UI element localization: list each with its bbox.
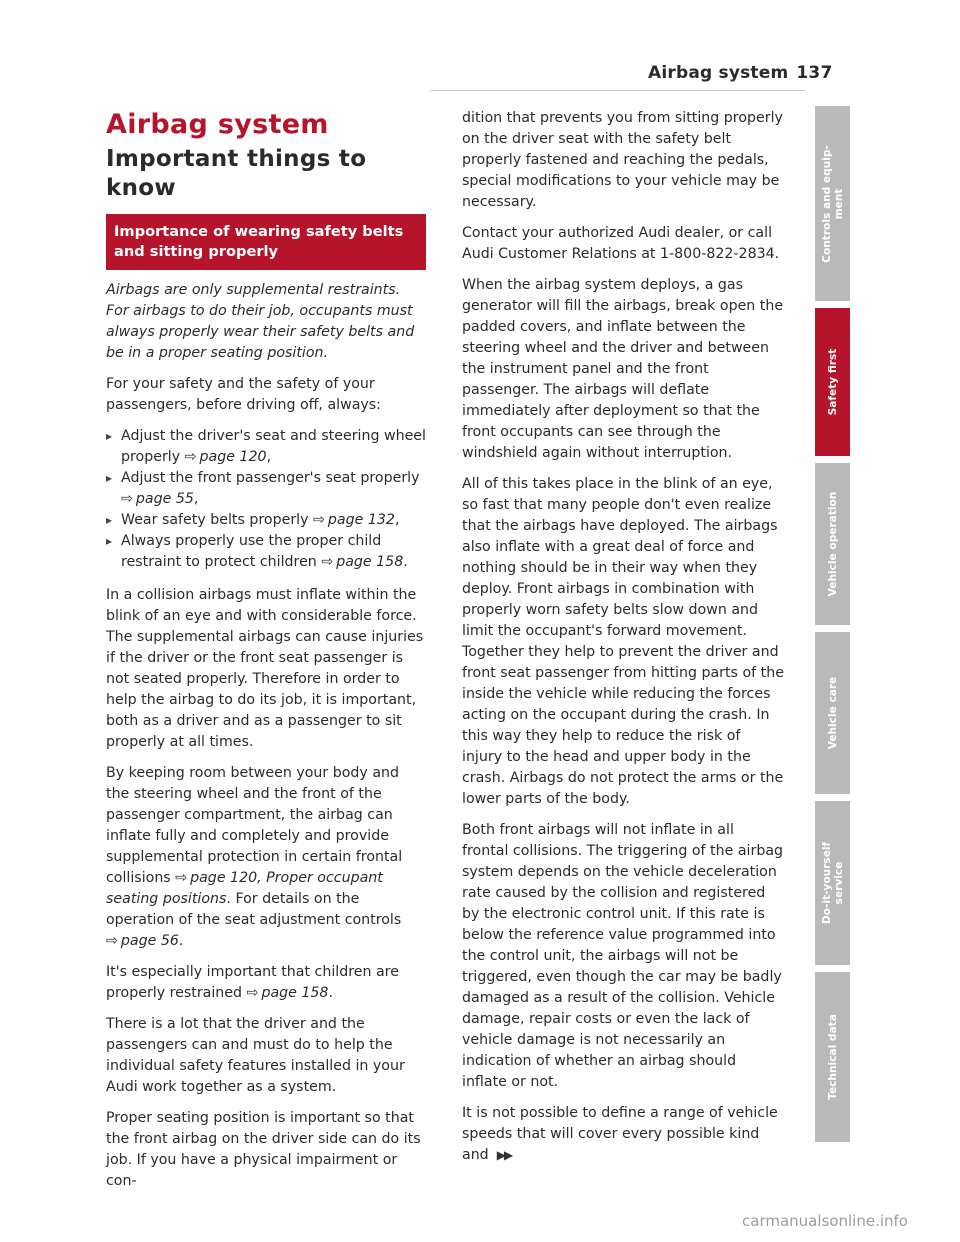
tab-controls-and-equipment[interactable] xyxy=(815,106,850,301)
tab-vehicle-operation[interactable] xyxy=(815,463,850,625)
intro-paragraph: Airbags are only supplemental restraints. For airbags to do their job, occupants must always properly wear their safety belts and be in a proper seating position. xyxy=(106,282,415,361)
arrow-right-icon: ⇨ xyxy=(121,491,133,507)
tab-label: Vehicle operation xyxy=(826,491,839,597)
paragraph-room: By keeping room between your body and the steering wheel and the front of the passenger compartment, the airbag can inflate fully and completely and provide supplemental protection in certain frontal collisions ⇨ page 120, Proper occupant seating positions. For details on the operation of the seat adjustment controls ⇨ page 56. xyxy=(106,765,403,949)
paragraph-deploy: When the airbag system deploys, a gas generator will fill the airbags, break open the padded covers, and inflate between the steering wheel and the driver and between the instrument panel and the front passenger. The airbags will deflate immediately after deployment so that the front occupants can see through the windshield again without interruption. xyxy=(462,277,784,461)
paragraph-children: It's especially important that children are properly restrained ⇨ page 158. xyxy=(106,964,399,1001)
paragraph-before-list: For your safety and the safety of your passengers, before driving off, always: xyxy=(106,376,381,413)
bullet-list xyxy=(106,426,426,573)
page-reference-link[interactable]: ⇨ page 158 xyxy=(246,985,329,1001)
tab-do-it-yourself-service[interactable] xyxy=(815,801,850,965)
paragraph-contact: Contact your authorized Audi dealer, or call Audi Customer Relations at 1-800-822-2834. xyxy=(462,225,780,262)
list-item: ▸ Adjust the driver's seat and steering wheel properly ⇨ page 120, xyxy=(106,426,426,468)
paragraph-speeds: It is not possible to define a range of vehicle speeds that will cover every possible kind and ▶▶ xyxy=(462,1105,778,1163)
tab-technical-data[interactable] xyxy=(815,972,850,1142)
arrow-right-icon: ⇨ xyxy=(321,554,334,570)
tab-label: Safety first xyxy=(826,348,839,416)
paragraph-blink: All of this takes place in the blink of an eye, so fast that many people don't even realize that the airbags have deployed. The airbags also inflate with a great deal of force and nothing should be in their way when they deploy. Front airbags in combination with properly worn safety belts slow down and limit the occupant's forward movement. Together they help to prevent the driver and front seat passenger from hitting parts of the inside the vehicle while reducing the forces acting on the occupant during the crash. In this way they help to reduce the risk of injury to the head and upper body in the crash. Airbags do not protect the arms or the lower parts of the body. xyxy=(462,476,784,807)
list-item: ▸ Adjust the front passenger's seat properly ⇨ page 55, xyxy=(106,468,426,510)
subsection-title: Important things to know xyxy=(106,146,367,201)
page-reference-link[interactable]: ⇨ page 120, Proper occupant seating positions xyxy=(106,870,383,907)
tab-vehicle-care[interactable] xyxy=(815,632,850,794)
paragraph-triggering: Both front airbags will not inflate in all frontal collisions. The triggering of the airbag system depends on the vehicle deceleration rate caused by the collision and registered by the electronic control unit. If this rate is below the reference value programmed into the control unit, the airbags will not be triggered, even though the car may be badly damaged as a result of the collision. Vehicle damage, repair costs or even the lack of vehicle damage is not necessarily an indication of whether an airbag should inflate or not. xyxy=(462,822,784,1090)
page-number: 137 xyxy=(796,63,833,83)
arrow-right-icon: ⇨ xyxy=(313,512,325,528)
page-reference-link[interactable]: ⇨ page 55 xyxy=(121,491,194,507)
arrow-right-icon: ⇨ xyxy=(175,870,188,886)
paragraph-collision: In a collision airbags must inflate within the blink of an eye and with considerable force. The supplemental airbags can cause injuries if the driver or the front seat passenger is not seated properly. Therefore in order to help the airbag to do its job, it is important, both as a driver and as a passenger to sit properly at all times. xyxy=(106,587,424,750)
running-header-title: Airbag system xyxy=(648,63,789,83)
page-reference-link[interactable]: ⇨ page 132 xyxy=(313,512,395,528)
paragraph-condition: dition that prevents you from sitting properly on the driver seat with the safety belt properly fastened and reaching the pedals, special modifications to your vehicle may be necessary. xyxy=(462,110,783,210)
arrow-right-icon: ⇨ xyxy=(184,449,197,465)
list-item: ▸ Always properly use the proper child restraint to protect children ⇨ page 158. xyxy=(106,531,426,573)
tab-label: Vehicle care xyxy=(826,676,839,750)
running-header xyxy=(648,63,832,83)
tab-label: Do-it-yourself service xyxy=(820,841,845,925)
left-column xyxy=(106,108,426,1202)
list-item-text: Wear safety belts properly xyxy=(121,512,309,528)
list-item-text: Adjust the front passenger's seat properly xyxy=(121,470,420,486)
tab-label: Controls and equip- ment xyxy=(820,144,845,263)
tab-label: Technical data xyxy=(826,1014,839,1100)
list-item: ▸ Wear safety belts properly ⇨ page 132, xyxy=(106,510,426,531)
page-reference-link[interactable]: ⇨ page 120 xyxy=(184,449,267,465)
paragraph-system: There is a lot that the driver and the passengers can and must do to help the individual safety features installed in your Audi work together as a system. xyxy=(106,1016,405,1095)
right-column xyxy=(462,108,784,1176)
watermark: carmanualsonline.info xyxy=(742,1212,908,1230)
arrow-right-icon: ⇨ xyxy=(106,933,118,949)
list-item-text: Adjust the driver's seat and steering wheel properly xyxy=(121,428,426,465)
arrow-right-icon: ⇨ xyxy=(246,985,259,1001)
page-reference-link[interactable]: ⇨ page 158 xyxy=(321,554,404,570)
continue-arrow-icon: ▶▶ xyxy=(496,1148,512,1162)
tab-safety-first[interactable] xyxy=(815,308,850,456)
page-reference-link[interactable]: ⇨ page 56 xyxy=(106,933,179,949)
header-rule xyxy=(430,90,805,91)
paragraph-seating: Proper seating position is important so that the front airbag on the driver side can do its job. If you have a physical impairment or con- xyxy=(106,1110,421,1189)
box-heading: Importance of wearing safety belts and sitting properly xyxy=(106,214,426,270)
section-title: Airbag system xyxy=(106,109,329,140)
list-item-text: Always properly use the proper child restraint to protect children xyxy=(121,533,382,570)
